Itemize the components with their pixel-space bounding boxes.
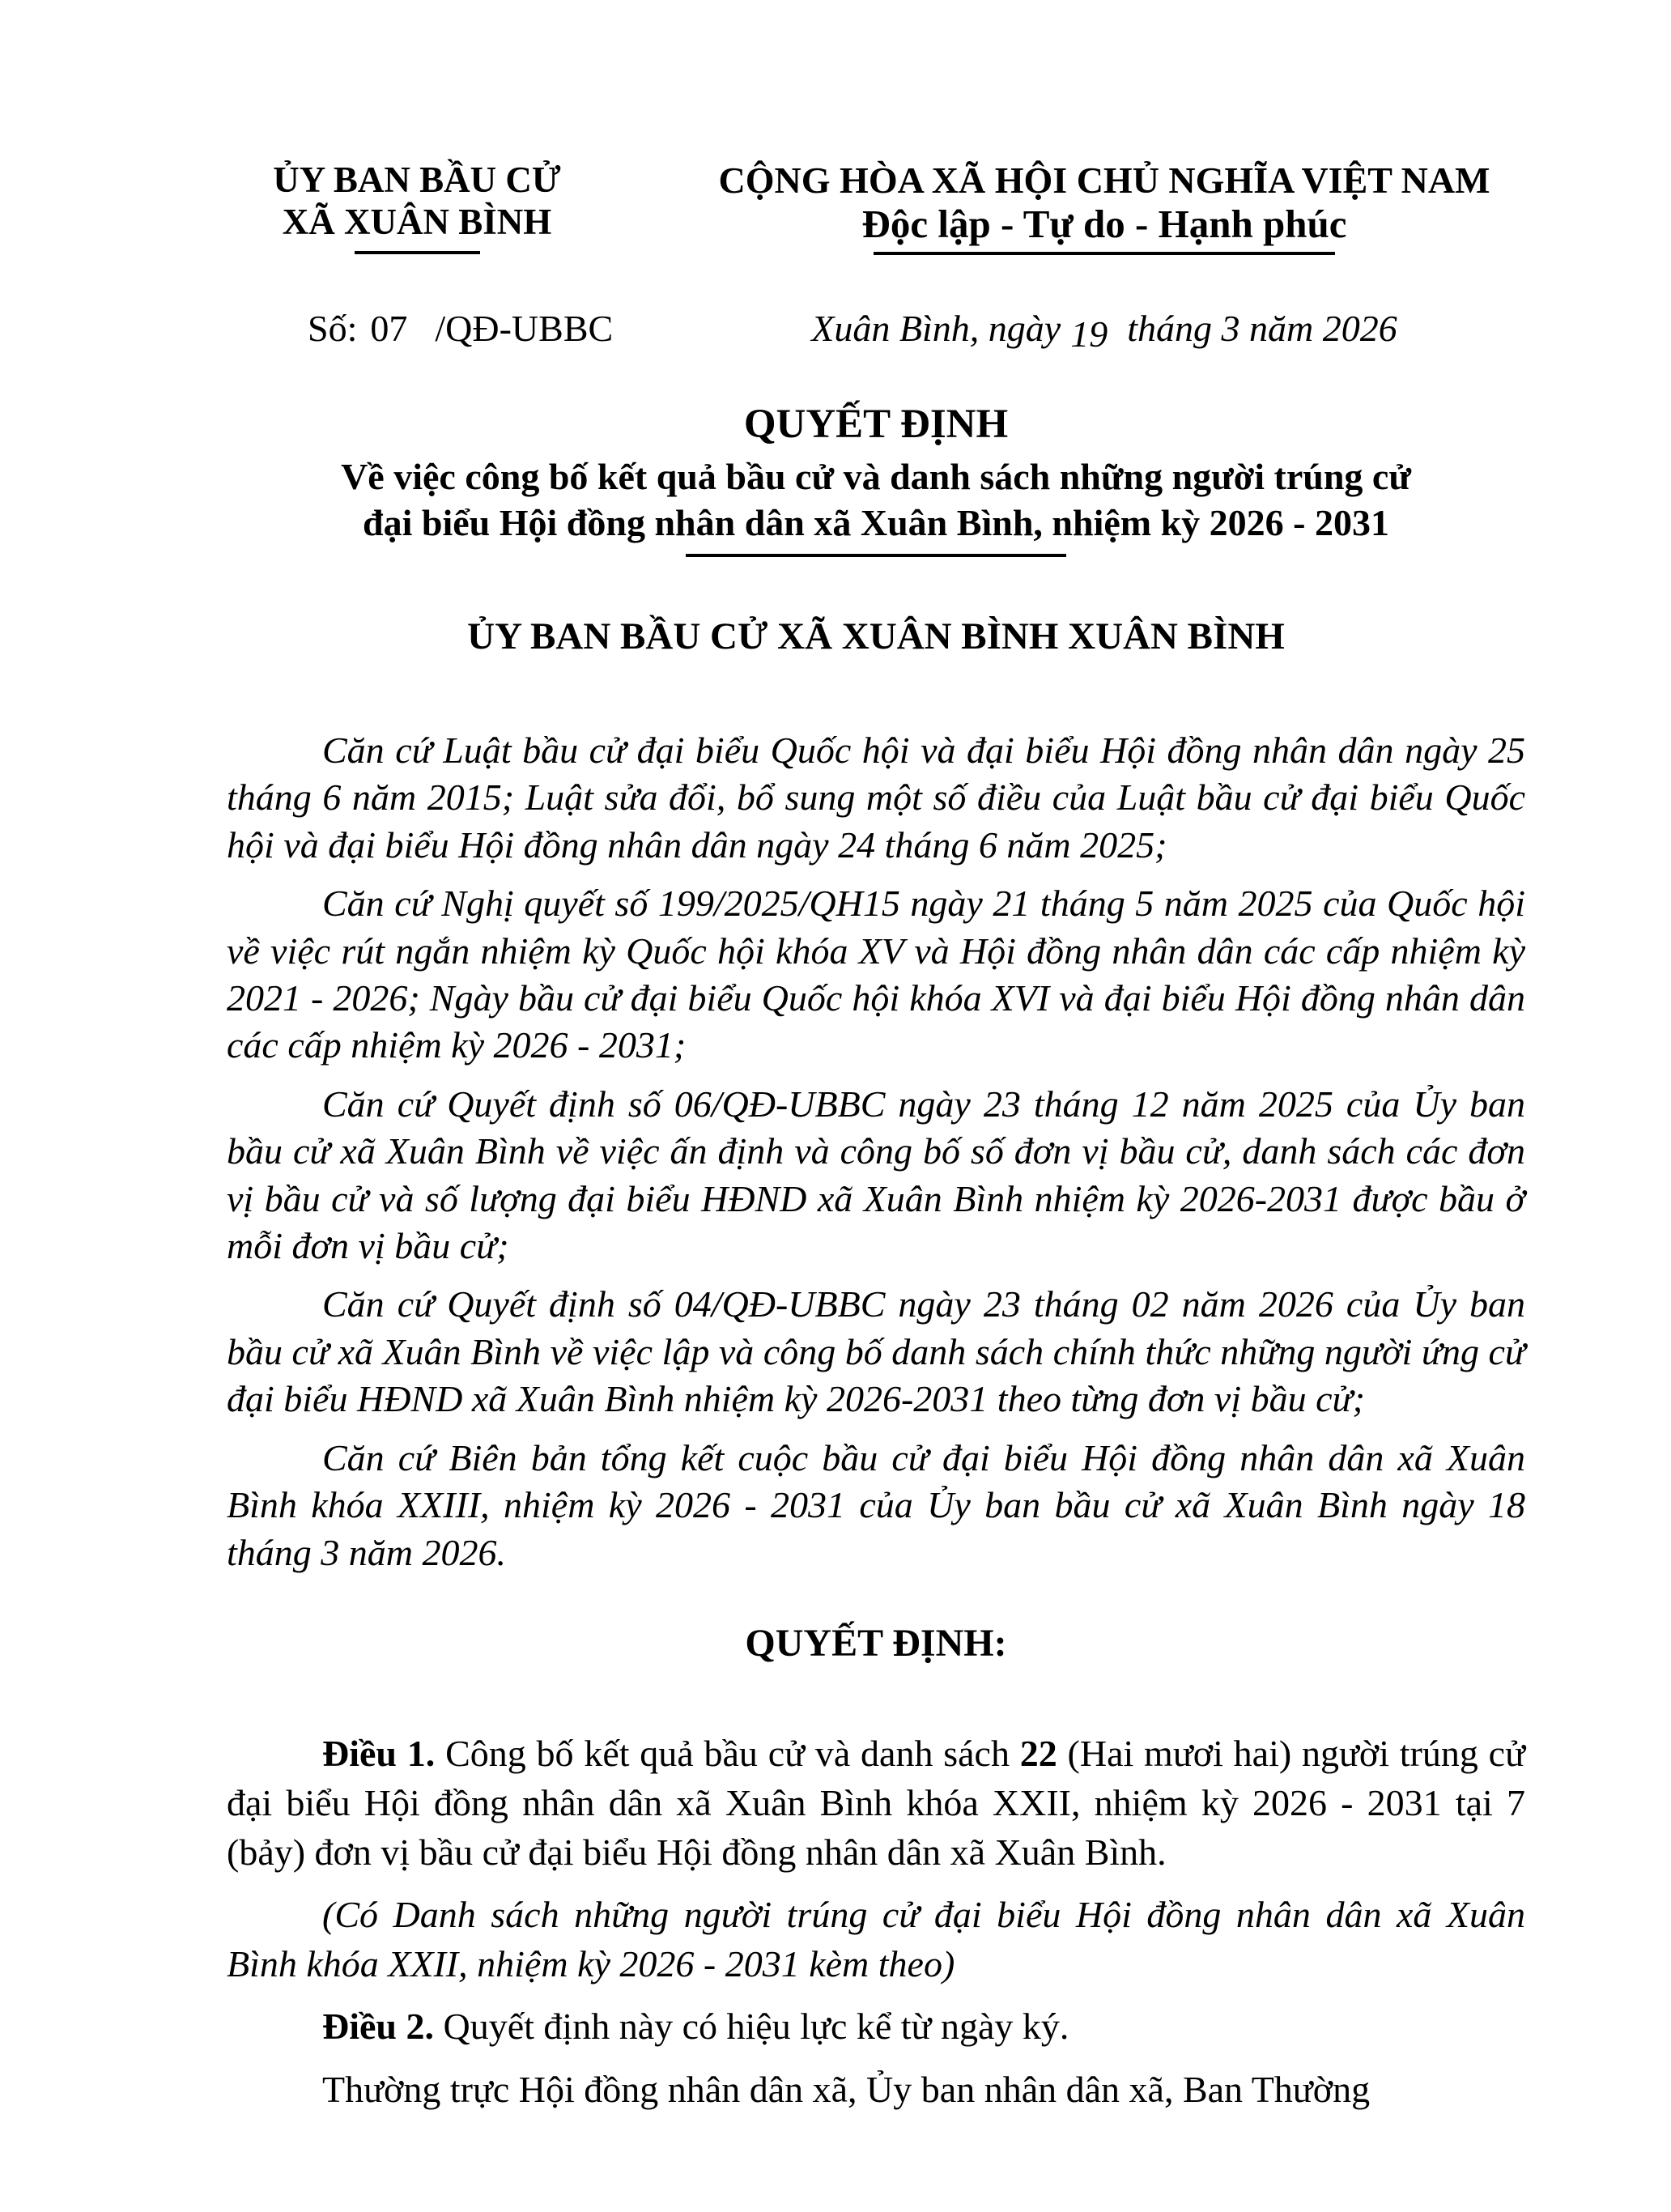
article-1-text-after-count: (Hai mươi hai) người trúng cử đại biểu Hội đồng nhân dân xã Xuân Bình khóa XXII, nhiệm kỳ 2026 - 2031 tại 7 (bảy) đơn vị bầu cử đại biểu Hội đồng nhân dân xã Xuân Bình. <box>227 1732 1525 1873</box>
date-day-value: 19 <box>1070 313 1108 355</box>
motto-underline <box>874 252 1335 255</box>
article-1-count: 22 <box>1019 1732 1057 1774</box>
national-motto: Độc lập - Tự do - Hạnh phúc <box>861 202 1347 247</box>
issuer-heading: ỦY BAN BẦU CỬ XÃ XUÂN BÌNH XUÂN BÌNH <box>467 615 1285 657</box>
national-motto-block <box>683 159 1525 255</box>
preamble-paragraph: Căn cứ Luật bầu cử đại biểu Quốc hội và đại biểu Hội đồng nhân dân ngày 25 tháng 6 năm 2015; Luật sửa đổi, bổ sung một số điều của Luật bầu cử đại biểu Quốc hội và đại biểu Hội đồng nhân dân ngày 24 tháng 6 năm 2025; <box>227 730 1525 866</box>
closing-line: Thường trực Hội đồng nhân dân xã, Ủy ban nhân dân xã, Ban Thường <box>322 2068 1371 2110</box>
issuing-org-block <box>227 159 607 255</box>
place-date-suffix: tháng 3 năm 2026 <box>1127 308 1397 350</box>
preamble-paragraph: Căn cứ Nghị quyết số 199/2025/QH15 ngày 21 tháng 5 năm 2025 của Quốc hội về việc rút ngắn nhiệm kỳ Quốc hội khóa XV và Hội đồng nhân dân các cấp nhiệm kỳ 2021 - 2026; Ngày bầu cử đại biểu Quốc hội khóa XVI và đại biểu Hội đồng nhân dân các cấp nhiệm kỳ 2026 - 2031; <box>227 883 1525 1066</box>
preamble-paragraph: Căn cứ Biên bản tổng kết cuộc bầu cử đại biểu Hội đồng nhân dân xã Xuân Bình khóa XXIII, nhiệm kỳ 2026 - 2031 của Ủy ban bầu cử xã Xuân Bình ngày 18 tháng 3 năm 2026. <box>227 1436 1525 1573</box>
decision-heading: QUYẾT ĐỊNH: <box>745 1621 1007 1665</box>
article-1 <box>227 1729 1525 1878</box>
org-underline <box>355 251 480 254</box>
doc-number-prefix: Số: <box>308 308 358 350</box>
document-title-block <box>227 400 1525 556</box>
place-date-line <box>683 307 1525 355</box>
article-1-text-before-count: Công bố kết quả bầu cử và danh sách <box>435 1732 1020 1774</box>
attachment-note: (Có Danh sách những người trúng cử đại biểu Hội đồng nhân dân xã Xuân Bình khóa XXII, nhiệm kỳ 2026 - 2031 kèm theo) <box>227 1894 1525 1985</box>
place-date-cell <box>683 307 1525 355</box>
place-date-prefix: Xuân Bình, ngày <box>811 308 1061 350</box>
issuing-org-name-line2: XÃ XUÂN BÌNH <box>282 202 552 243</box>
document-number-cell <box>227 307 614 350</box>
doc-number-symbol: /QĐ-UBBC <box>435 308 614 350</box>
article-1-label: Điều 1. <box>322 1732 436 1774</box>
issuing-org-name-line1: ỦY BAN BẦU CỬ <box>273 160 561 200</box>
title-underline <box>686 554 1066 557</box>
article-2-text: Quyết định này có hiệu lực kể từ ngày ký. <box>434 2006 1069 2048</box>
title-subject-line2: đại biểu Hội đồng nhân dân xã Xuân Bình, nhiệm kỳ 2026 - 2031 <box>363 501 1389 543</box>
document-type-title: QUYẾT ĐỊNH <box>743 402 1009 448</box>
document-number <box>308 307 614 350</box>
title-subject-line1: Về việc công bố kết quả bầu cử và danh sách những người trúng cử <box>341 456 1411 498</box>
national-title: CỘNG HÒA XÃ HỘI CHỦ NGHĨA VIỆT NAM <box>718 160 1490 201</box>
article-2 <box>227 2001 1525 2051</box>
articles-section <box>227 1729 1525 2114</box>
preamble-paragraph: Căn cứ Quyết định số 04/QĐ-UBBC ngày 23 tháng 02 năm 2026 của Ủy ban bầu cử xã Xuân Bình về việc lập và công bố danh sách chính thức những người ứng cử đại biểu HĐND xã Xuân Bình nhiệm kỳ 2026-2031 theo từng đơn vị bầu cử; <box>227 1283 1525 1420</box>
document-header <box>227 159 1525 255</box>
article-2-label: Điều 2. <box>322 2006 434 2048</box>
preamble-section <box>227 727 1525 1576</box>
number-date-row <box>227 307 1525 355</box>
preamble-paragraph: Căn cứ Quyết định số 06/QĐ-UBBC ngày 23 tháng 12 năm 2025 của Ủy ban bầu cử xã Xuân Bình về việc ấn định và công bố số đơn vị bầu cử, danh sách các đơn vị bầu cử và số lượng đại biểu HĐND xã Xuân Bình nhiệm kỳ 2026-2031 được bầu ở mỗi đơn vị bầu cử; <box>227 1083 1525 1267</box>
doc-number-value: 07 <box>370 308 408 350</box>
